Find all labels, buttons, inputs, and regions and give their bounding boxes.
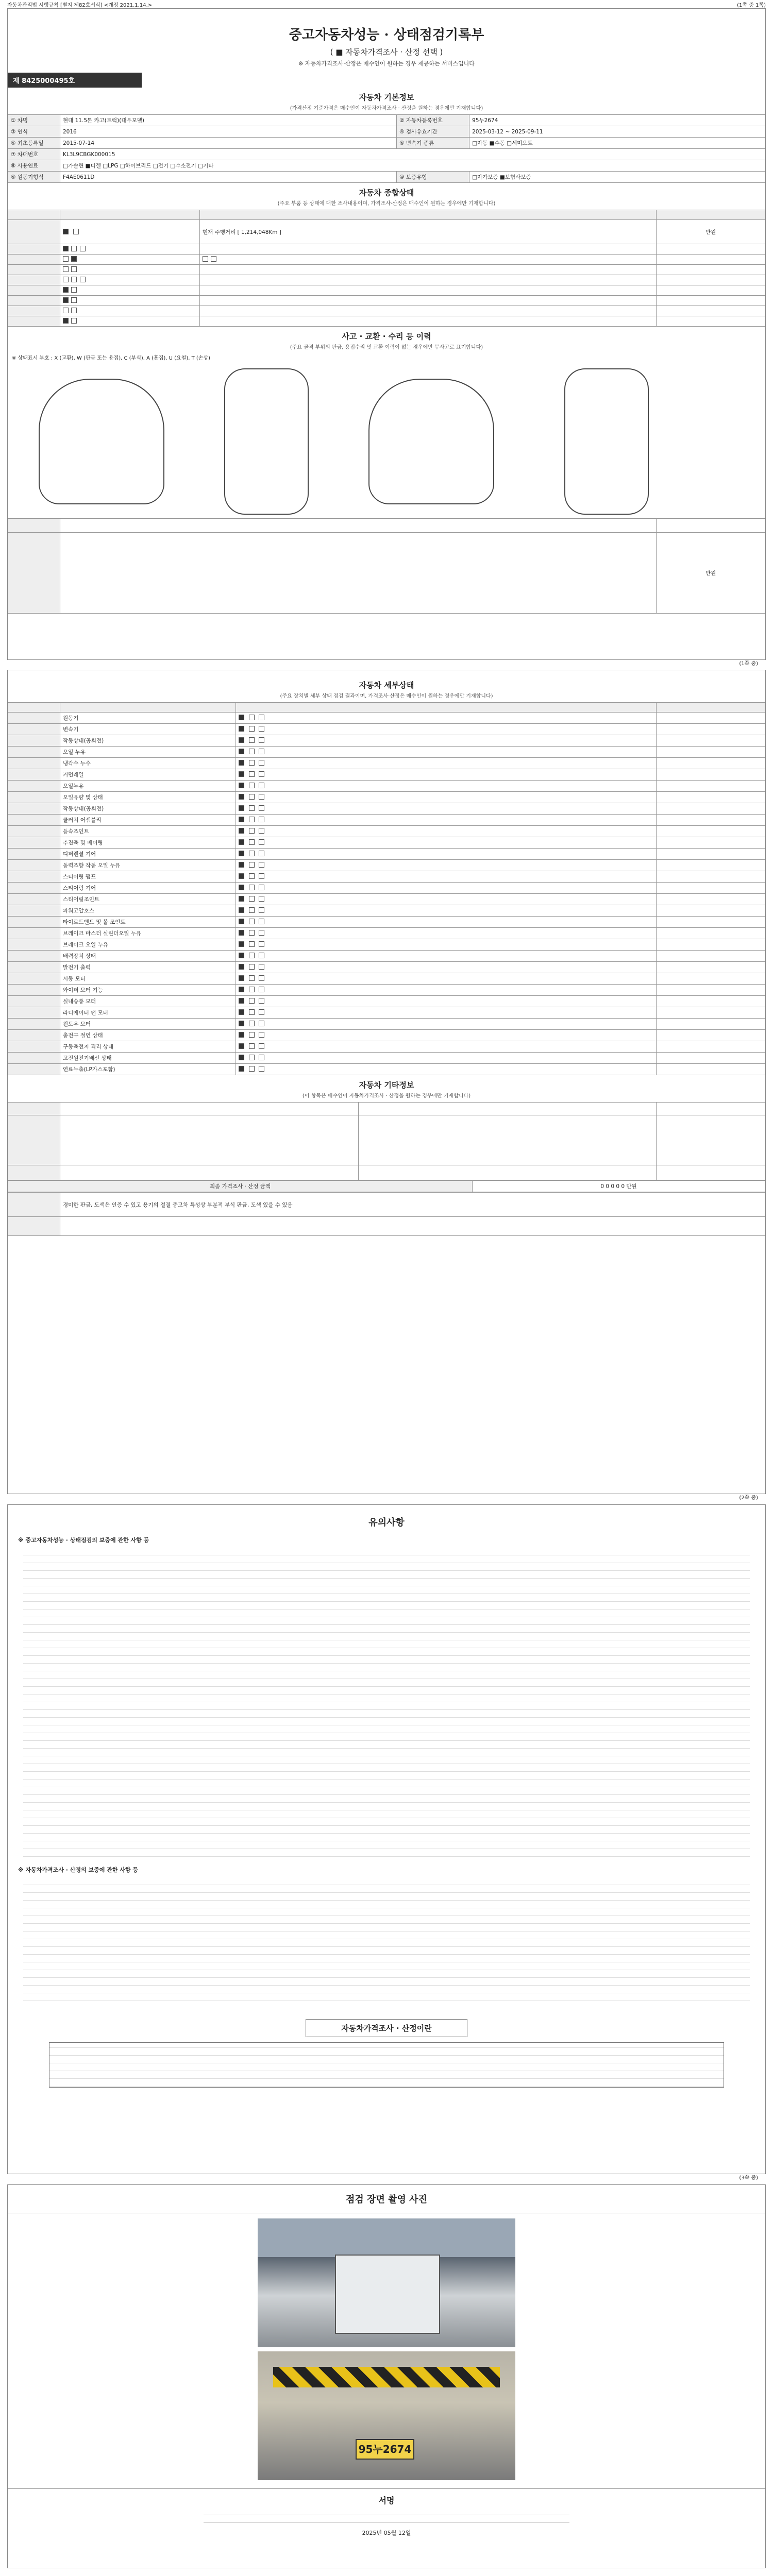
detail-row <box>8 985 765 996</box>
detail-item-label: 클러치 어셈블리 <box>60 815 236 826</box>
car-rear-outline <box>368 379 494 504</box>
document-title: 중고자동차성능 · 상태점검기록부 <box>289 27 484 43</box>
detail-row <box>8 781 765 792</box>
page-2-footer: (2쪽 중) <box>739 1495 758 1501</box>
opinion-table <box>8 1192 765 1236</box>
detail-row <box>8 905 765 917</box>
other-info-note: (이 항목은 매수인이 자동차가격조사 · 산정을 원하는 경우에만 기재합니다) <box>302 1093 471 1099</box>
detail-item-label: 디퍼렌셜 기어 <box>60 849 236 860</box>
accident-legend: ※ 상태표시 부호 : X (교환), W (판금 또는 용접), C (부식), A (흠집), U (요철), T (손상) <box>12 355 211 361</box>
detail-item-label: 작동상태(공회전) <box>60 735 236 747</box>
car-frame-outline <box>564 368 649 515</box>
final-price-table <box>8 1180 765 1192</box>
detail-row <box>8 769 765 781</box>
detail-row <box>8 939 765 951</box>
detail-item-label: 원동기 <box>60 713 236 724</box>
detail-item-label: 배력장치 상태 <box>60 951 236 962</box>
other-info-table <box>8 1102 765 1180</box>
form-header-left: 자동차관리법 시행규칙 [별지 제82호서식] <개정 2021.1.14.> <box>7 3 153 8</box>
detail-item-label: 오일 누유 <box>60 747 236 758</box>
label-car-name: ① 차명 <box>8 115 60 126</box>
label-inspection: ④ 검사유효기간 <box>397 126 469 138</box>
truck-cab <box>335 2255 440 2334</box>
detail-row <box>8 928 765 939</box>
detail-item-label: 라디에이터 팬 모터 <box>60 1007 236 1019</box>
page-1-footer: (1쪽 중) <box>739 661 758 667</box>
rear-plate: 95누2674 <box>356 2439 414 2460</box>
first-registration: 2015-07-14 <box>60 138 397 149</box>
page-3 <box>7 1504 766 2181</box>
transmission-type: □자동 ■수동 □세미오토 <box>469 138 765 149</box>
notice-sub1: ※ 중고자동차성능 · 상태점검의 보증에 관한 사항 등 <box>18 1537 149 1544</box>
notice-text-block-2 <box>23 1880 750 2004</box>
document-subtitle: ( ■ 자동차가격조사 · 산정 선택 ) <box>330 47 443 57</box>
detail-item-label: 파워고압호스 <box>60 905 236 917</box>
car-top-outline <box>224 368 309 515</box>
inspection-period: 2025-03-12 ~ 2025-09-11 <box>469 126 765 138</box>
detail-row <box>8 973 765 985</box>
car-diagram <box>8 363 765 518</box>
detail-item-label: 연료누출(LP가스포함) <box>60 1064 236 1075</box>
detail-item-label: 냉각수 누수 <box>60 758 236 769</box>
detail-row <box>8 1064 765 1075</box>
detail-item-label: 윈도우 모터 <box>60 1019 236 1030</box>
detail-row <box>8 735 765 747</box>
detail-row <box>8 1030 765 1041</box>
detail-item-label: 스티어링 펌프 <box>60 871 236 883</box>
detail-row <box>8 792 765 803</box>
detail-row <box>8 849 765 860</box>
detail-note: (주요 장치별 세부 상태 점검 결과이며, 가격조사·산정은 매수인이 원하는 경우에만 기재합니다) <box>280 693 493 699</box>
detail-row <box>8 883 765 894</box>
detail-item-label: 등속조인트 <box>60 826 236 837</box>
detail-item-label: 와이퍼 모터 기능 <box>60 985 236 996</box>
notice-text-block-1 <box>23 1550 750 1859</box>
plate-number: 95누2674 <box>469 115 765 126</box>
detail-row <box>8 837 765 849</box>
final-price-label: 최종 가격조사 · 산정 금액 <box>8 1181 473 1192</box>
basic-info-note: (가격산정 기준가격은 매수인이 자동차가격조사 · 산정을 원하는 경우에만 기재합니다) <box>290 106 483 111</box>
basic-info-title: 자동차 기본정보 <box>359 93 414 102</box>
summary-note: (주요 부품 등 상태에 대한 조사내용이며, 가격조사·산정은 매수인이 원하는 경우에만 기재합니다) <box>277 201 496 207</box>
mileage: 현재 주행거리 [ 1,214,048Km ] <box>200 220 657 244</box>
label-plate: ② 자동차등록번호 <box>397 115 469 126</box>
vin: KL3L9CBGK000015 <box>60 149 765 160</box>
detail-item-label: 브레이크 오일 누유 <box>60 939 236 951</box>
detail-row <box>8 894 765 905</box>
sign-title: 서명 <box>8 2488 765 2507</box>
detail-item-label: 실내송풍 모터 <box>60 996 236 1007</box>
final-price-value: 0 0 0 0 0 만원 <box>473 1181 765 1192</box>
photos-title: 점검 장면 촬영 사진 <box>8 2185 765 2213</box>
detail-item-label: 작동상태(공회전) <box>60 803 236 815</box>
basic-info-table <box>8 114 765 183</box>
detail-row <box>8 1053 765 1064</box>
detail-item-label: 오일유량 및 상태 <box>60 792 236 803</box>
detail-row <box>8 724 765 735</box>
detail-title: 자동차 세부상태 <box>359 681 414 690</box>
accident-table: 만원 <box>8 518 765 614</box>
label-vin: ⑦ 차대번호 <box>8 149 60 160</box>
page-1 <box>7 8 766 667</box>
detail-item-label: 오일누유 <box>60 781 236 792</box>
summary-title: 자동차 종합상태 <box>359 188 414 197</box>
warranty-type: □자가보증 ■보험사보증 <box>469 172 765 183</box>
photo-rear <box>258 2351 515 2480</box>
detail-row <box>8 1019 765 1030</box>
detail-row <box>8 1041 765 1053</box>
detail-item-label: 시동 모터 <box>60 973 236 985</box>
detail-row <box>8 747 765 758</box>
page-2 <box>7 670 766 1501</box>
detail-item-label: 스티어링조인트 <box>60 894 236 905</box>
label-engine: ⑨ 원동기형식 <box>8 172 60 183</box>
assessor-text-block <box>49 2042 724 2088</box>
detail-item-label: 발전기 출력 <box>60 962 236 973</box>
fuel-type: □가솔린 ■디젤 □LPG □하이브리드 □전기 □수소전기 □기타 <box>60 160 765 172</box>
car-front-outline <box>39 379 164 504</box>
model-year: 2016 <box>60 126 397 138</box>
detail-item-label: 스티어링 기어 <box>60 883 236 894</box>
form-header-right: (1쪽 중 1쪽) <box>737 3 766 8</box>
label-first-reg: ⑤ 최초등록일 <box>8 138 60 149</box>
detail-row <box>8 758 765 769</box>
notice-sub2: ※ 자동차가격조사 · 산정의 보증에 관한 사항 등 <box>18 1867 138 1873</box>
detail-item-label: 동력조향 작동 오일 누유 <box>60 860 236 871</box>
detail-item-label: 변속기 <box>60 724 236 735</box>
label-warranty: ⑩ 보증유형 <box>397 172 469 183</box>
detail-row <box>8 860 765 871</box>
detail-item-label: 추진축 및 베어링 <box>60 837 236 849</box>
sign-date: 2025년 05월 12일 <box>362 2530 411 2536</box>
page-3-footer: (3쪽 중) <box>739 2175 758 2181</box>
label-transmission: ⑥ 변속기 종류 <box>397 138 469 149</box>
photo-front <box>258 2218 515 2347</box>
detail-row <box>8 996 765 1007</box>
page-4 <box>7 2184 766 2568</box>
assessor-title: 자동차가격조사 · 산정이란 <box>306 2019 467 2037</box>
other-info-title: 자동차 기타정보 <box>359 1080 414 1090</box>
car-name: 현대 11.5톤 카고(트럭)(대우모델) <box>60 115 397 126</box>
inspector-opinion: 경미한 판금, 도색은 인증 수 있고 용기의 절결 중고차 특성상 부분적 부식 판금, 도색 있을 수 있음 <box>60 1193 765 1217</box>
detail-row <box>8 917 765 928</box>
detail-row <box>8 713 765 724</box>
document-subnote: ※ 자동차가격조사·산정은 매수인이 원하는 경우 제공하는 서비스입니다 <box>298 60 475 67</box>
label-fuel: ⑧ 사용연료 <box>8 160 60 172</box>
detail-row <box>8 871 765 883</box>
notice-title: 유의사항 <box>368 1517 405 1528</box>
detail-item-label: 브레이크 마스터 실린더오일 누유 <box>60 928 236 939</box>
detail-item-label: 충전구 절연 상태 <box>60 1030 236 1041</box>
detail-item-label: 타이로드엔드 및 볼 조인트 <box>60 917 236 928</box>
summary-unit: 만원 <box>657 220 765 244</box>
detail-item-label: 커먼레일 <box>60 769 236 781</box>
detail-row <box>8 951 765 962</box>
summary-table <box>8 210 765 327</box>
document-number: 제 8425000495호 <box>8 73 142 88</box>
detail-row <box>8 815 765 826</box>
accident-title: 사고 · 교환 · 수리 등 이력 <box>342 332 431 341</box>
accident-note: (주요 골격 부위의 판금, 용접수리 및 교환 이력이 없는 경우에만 무사고로 표기합니다) <box>290 345 483 350</box>
detail-row <box>8 803 765 815</box>
detail-item-label: 구동축전지 격리 상태 <box>60 1041 236 1053</box>
detail-row <box>8 826 765 837</box>
detail-row <box>8 962 765 973</box>
detail-item-label: 고전원전기배선 상태 <box>60 1053 236 1064</box>
detail-table <box>8 702 765 1075</box>
detail-row <box>8 1007 765 1019</box>
rear-bumper-stripe <box>273 2367 500 2387</box>
form-header <box>0 0 773 7</box>
sign-text-block <box>204 2510 569 2526</box>
engine-type: F4AE0611D <box>60 172 397 183</box>
label-year: ③ 연식 <box>8 126 60 138</box>
